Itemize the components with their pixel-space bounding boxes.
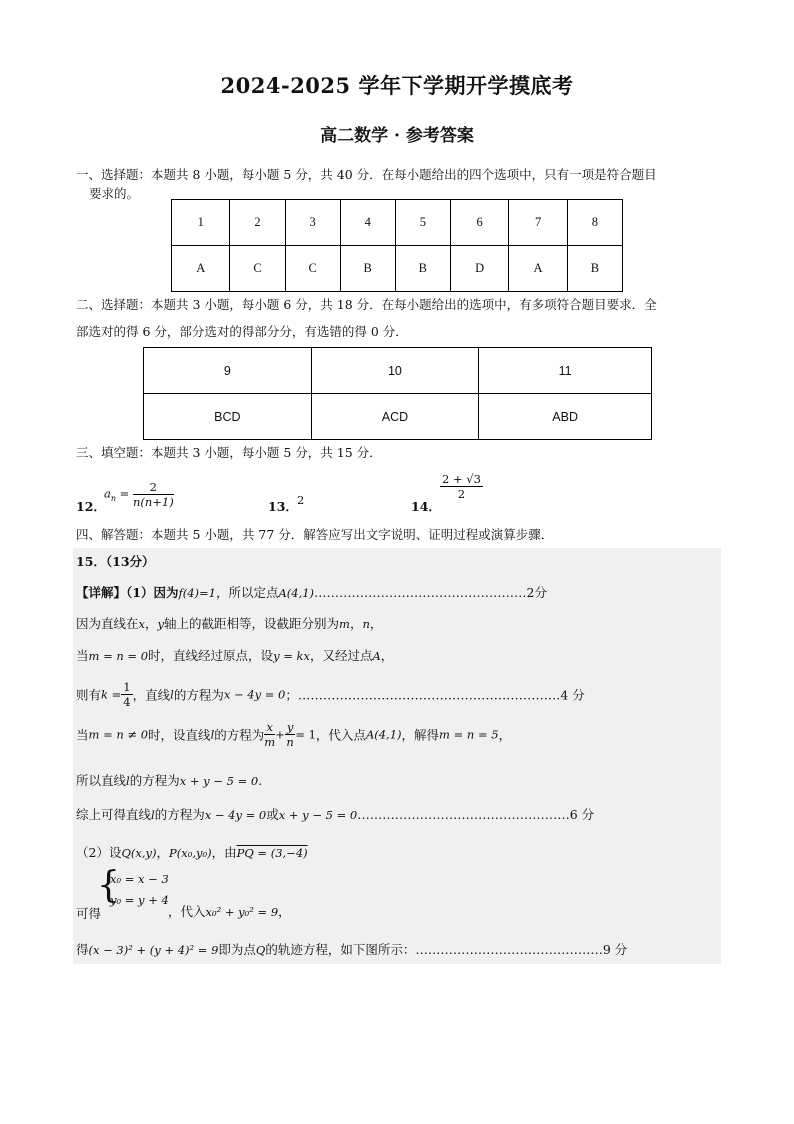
solution-text: ， xyxy=(145,616,158,631)
table-cell: 8 xyxy=(567,200,622,246)
solution-text: ， xyxy=(278,904,291,919)
solution-text: 的方程为 xyxy=(173,687,224,703)
choice-answer-row xyxy=(172,246,623,292)
q12-label: 12． xyxy=(76,499,106,514)
numerator: x xyxy=(264,720,275,735)
score-marker: ………………………………………9 分 xyxy=(415,942,628,957)
q14-fraction xyxy=(440,472,483,501)
math-expression: x₀² + y₀² = 9 xyxy=(205,905,279,919)
solution-text: 时，直线经过原点，设 xyxy=(148,648,274,663)
q12-denominator: n(n+1) xyxy=(132,495,174,509)
section3-heading: 三、填空题：本题共 3 小题，每小题 5 分，共 15 分． xyxy=(76,445,382,460)
solution-text: ， xyxy=(349,616,363,631)
section2-heading-cont: 部选对的得 6 分，部分选对的得部分分，有选错的得 0 分． xyxy=(76,324,408,339)
solution-text: ，代入 xyxy=(168,904,206,919)
math-expression: P(x₀,y₀) xyxy=(169,846,212,860)
solution-text: 轴上的截距相等，设截距分别为 xyxy=(164,616,340,631)
table-cell: A xyxy=(509,246,567,292)
solution-text: ，又经过点 xyxy=(309,648,373,663)
q14-numerator: 2 + √3 xyxy=(442,472,481,486)
q14-label: 14． xyxy=(411,499,441,514)
solution-text: ，由 xyxy=(211,845,237,860)
vector-expression: PQ = (3,−4) xyxy=(236,846,308,860)
solution-text: 【详解】（1）因为 xyxy=(76,585,179,600)
solution-line xyxy=(76,771,262,789)
math-expression: l xyxy=(170,687,174,702)
q13-label: 13． xyxy=(268,499,298,514)
solution-text: 时，设直线 xyxy=(148,727,211,743)
math-expression: m = n = 5 xyxy=(439,727,499,742)
solution-text: ， xyxy=(369,616,383,631)
solution-text: 的轨迹方程，如下图所示： xyxy=(265,942,416,957)
solution-text: ， xyxy=(380,648,394,663)
solution-line xyxy=(76,805,594,823)
multi-number-row xyxy=(144,348,652,394)
math-expression: (x − 3)² + (y + 4)² = 9 xyxy=(88,943,219,957)
solution-text: ，代入点 xyxy=(315,727,366,743)
score-marker: ；………………………………………………………4 分 xyxy=(285,687,585,703)
table-cell: 4 xyxy=(340,200,395,246)
table-cell: 3 xyxy=(285,200,340,246)
math-expression: Q xyxy=(255,943,266,957)
solution-text: 所以直线 xyxy=(76,773,127,788)
q12-subscript: n xyxy=(110,493,117,503)
solution-text: 的方程为 xyxy=(154,807,205,822)
solution-text: ，直线 xyxy=(132,687,171,703)
math-expression: l xyxy=(151,808,155,822)
denominator: 4 xyxy=(123,695,131,709)
solution-line xyxy=(76,940,627,958)
solution-line xyxy=(76,680,585,709)
table-cell: 10 xyxy=(311,348,479,394)
solution-line xyxy=(76,583,547,601)
solution-text: ，所以定点 xyxy=(215,585,279,600)
table-cell: B xyxy=(395,246,450,292)
brace-symbol: { xyxy=(97,865,120,906)
table-cell: ABD xyxy=(479,394,652,440)
solution-text: 综上可得直线 xyxy=(76,807,152,822)
q14-answer xyxy=(440,472,483,501)
math-expression: A xyxy=(372,649,381,663)
table-cell: D xyxy=(450,246,508,292)
fraction xyxy=(264,720,275,749)
math-expression: f(4)=1 xyxy=(178,586,216,600)
section1-heading-cont: 要求的。 xyxy=(89,186,140,201)
multi-choice-answer-table xyxy=(143,347,652,440)
solution-text: ， xyxy=(156,845,170,860)
denominator: m xyxy=(264,735,276,749)
math-expression: = 1 xyxy=(295,727,316,742)
math-expression: Q(x,y) xyxy=(121,846,157,860)
table-cell: 5 xyxy=(395,200,450,246)
q12-fraction xyxy=(133,480,174,509)
denominator: n xyxy=(286,735,294,749)
solution-text: ，解得 xyxy=(401,727,440,743)
score-marker: ……………………………………………2分 xyxy=(314,585,547,600)
numerator: y xyxy=(286,720,294,734)
solution-text: 或 xyxy=(266,807,279,822)
page-subtitle: 高二数学 · 参考答案 xyxy=(320,126,474,146)
table-cell: 11 xyxy=(479,348,652,394)
multi-answer-row xyxy=(144,394,652,440)
math-expression: x + y − 5 = 0 xyxy=(179,774,259,788)
solution-text: ， xyxy=(498,727,512,743)
q13-answer: 2 xyxy=(297,493,305,507)
solution-text: 即为点 xyxy=(218,942,256,957)
table-cell: 9 xyxy=(144,348,312,394)
solution-text: 可得 xyxy=(76,906,102,921)
math-expression: A(4,1) xyxy=(365,727,402,742)
page-title: 2024-2025 学年下学期开学摸底考 xyxy=(220,73,574,98)
math-expression: k = xyxy=(101,687,122,702)
solution-line xyxy=(76,843,308,861)
table-cell: 7 xyxy=(509,200,567,246)
fraction xyxy=(285,720,296,749)
choice-number-row xyxy=(172,200,623,246)
table-cell: C xyxy=(230,246,285,292)
q12-answer xyxy=(104,480,174,509)
solution-text: 则有 xyxy=(76,687,102,703)
q12-equals: = xyxy=(119,486,130,501)
solution-text: 当 xyxy=(76,648,89,663)
math-expression: l xyxy=(126,774,130,788)
math-expression: x + y − 5 = 0 xyxy=(278,808,358,822)
solution-line xyxy=(76,720,511,749)
math-expression: l xyxy=(210,727,215,742)
numerator: 1 xyxy=(123,680,131,694)
table-cell: 1 xyxy=(172,200,230,246)
solution-text: （2）设 xyxy=(76,845,122,860)
math-expression: y = kx xyxy=(273,649,310,663)
system-eq-1: x₀ = x − 3 xyxy=(110,872,169,886)
solution-text: 得 xyxy=(76,942,89,957)
solution-text: 的方程为 xyxy=(129,773,180,788)
table-cell: 6 xyxy=(450,200,508,246)
solution-text: 因为直线在 xyxy=(76,616,139,631)
math-expression: + xyxy=(275,727,285,742)
section4-heading: 四、解答题：本题共 5 小题，共 77 分．解答应写出文字说明、证明过程或演算步骤． xyxy=(76,527,554,542)
table-cell: B xyxy=(567,246,622,292)
q12-lhs: a xyxy=(104,486,111,501)
fraction xyxy=(121,680,132,709)
solution-text: 的方程为 xyxy=(214,727,265,743)
choice-answer-table xyxy=(171,199,623,292)
q14-denominator: 2 xyxy=(457,487,466,501)
q12-numerator: 2 xyxy=(133,480,174,495)
math-expression: x − 4y = 0 xyxy=(204,808,267,822)
table-cell: B xyxy=(340,246,395,292)
q15-header: 15．（13分） xyxy=(76,554,155,569)
section2-heading: 二、选择题：本题共 3 小题，每小题 6 分，共 18 分．在每小题给出的选项中，有多项符合题目要求．全 xyxy=(76,297,657,312)
solution-line xyxy=(76,614,382,632)
math-expression: x xyxy=(138,617,146,631)
math-expression: x − 4y = 0 xyxy=(223,687,286,702)
table-cell: C xyxy=(285,246,340,292)
section1-heading: 一、选择题：本题共 8 小题，每小题 5 分，共 40 分．在每小题给出的四个选项中，只有一项是符合题目 xyxy=(76,167,657,182)
math-expression: n xyxy=(362,617,370,631)
table-cell: A xyxy=(172,246,230,292)
solution-line xyxy=(168,902,291,920)
system-eq-2: y₀ = y + 4 xyxy=(110,893,169,907)
solution-text: 当 xyxy=(76,727,89,743)
solution-line xyxy=(76,646,393,664)
score-marker: ……………………………………………6 分 xyxy=(357,807,595,822)
math-expression: m = n = 0 xyxy=(88,649,149,663)
solution-text: . xyxy=(258,773,263,788)
table-cell: ACD xyxy=(311,394,479,440)
math-expression: y xyxy=(157,617,165,631)
table-cell: 2 xyxy=(230,200,285,246)
math-expression: A(4,1) xyxy=(278,586,315,600)
math-expression: m = n ≠ 0 xyxy=(88,727,149,742)
math-expression: m xyxy=(339,617,350,631)
table-cell: BCD xyxy=(144,394,312,440)
